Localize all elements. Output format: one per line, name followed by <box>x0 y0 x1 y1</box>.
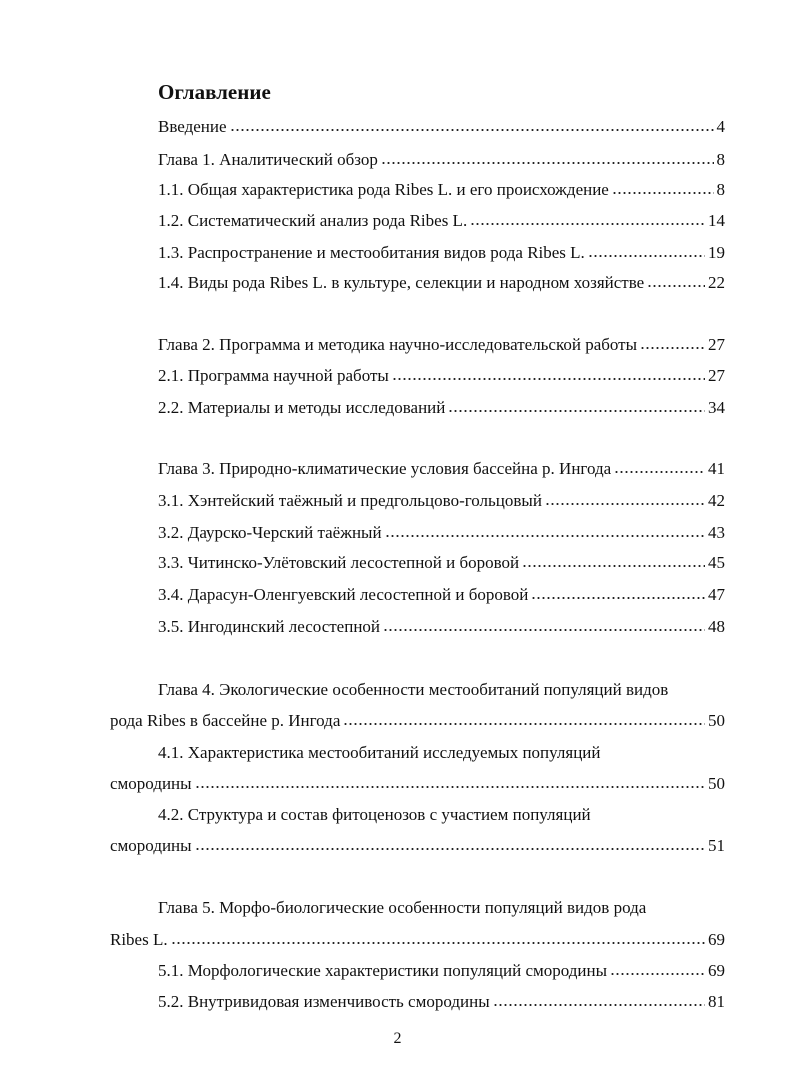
dot-leader <box>612 181 714 195</box>
toc-entry[interactable] <box>110 835 725 857</box>
toc-entry[interactable] <box>158 179 725 201</box>
toc-entry[interactable] <box>158 458 725 480</box>
toc-entry-label: 1.1. Общая характеристика рода Ribes L. и его происхождение <box>158 180 609 199</box>
toc-entry-label: Глава 5. Морфо-биологические особенности популяций видов рода <box>158 898 647 917</box>
toc-entry-label: 4.1. Характеристика местообитаний исследуемых популяций <box>158 743 601 762</box>
toc-entry[interactable] <box>158 991 725 1013</box>
dot-leader <box>195 837 705 851</box>
toc-entry-label: Глава 1. Аналитический обзор <box>158 150 378 169</box>
toc-entry-page: 27 <box>708 366 725 385</box>
toc-entry-page: 27 <box>708 335 725 354</box>
toc-entry-label: 3.4. Дарасун-Оленгуевский лесостепной и боровой <box>158 585 529 604</box>
toc-entry[interactable] <box>158 210 725 232</box>
dot-leader <box>392 367 705 381</box>
dot-leader <box>171 931 705 945</box>
dot-leader <box>343 712 705 726</box>
toc-entry[interactable] <box>158 584 725 606</box>
toc-entry[interactable] <box>158 116 725 138</box>
toc-entry-label: 3.1. Хэнтейский таёжный и предгольцово-гольцовый <box>158 491 542 510</box>
toc-entry-page: 45 <box>708 553 725 572</box>
dot-leader <box>522 554 705 568</box>
dot-leader <box>381 151 714 165</box>
toc-entry[interactable] <box>158 552 725 574</box>
toc-entry-label: 3.2. Даурско-Черский таёжный <box>158 523 382 542</box>
dot-leader <box>230 118 714 132</box>
toc-entry-page: 34 <box>708 398 725 417</box>
toc-entry-page: 42 <box>708 491 725 510</box>
toc-entry-page: 81 <box>708 992 725 1011</box>
toc-entry-label: Глава 4. Экологические особенности местообитаний популяций видов <box>158 680 669 699</box>
toc-entry-page: 14 <box>708 211 725 230</box>
toc-entry[interactable] <box>110 710 725 732</box>
toc-entry-page: 8 <box>716 150 725 169</box>
toc-entry-label: 2.1. Программа научной работы <box>158 366 389 385</box>
toc-entry-page: 43 <box>708 523 725 542</box>
toc-entry-page: 8 <box>716 180 725 199</box>
toc-entry[interactable] <box>110 929 725 951</box>
toc-entry[interactable] <box>158 522 725 544</box>
toc-entry[interactable] <box>158 742 725 764</box>
toc-entry-label: 1.4. Виды рода Ribes L. в культуре, селекции и народном хозяйстве <box>158 273 645 292</box>
dot-leader <box>640 336 705 350</box>
toc-entry[interactable] <box>158 616 725 638</box>
toc-entry[interactable] <box>158 272 725 294</box>
toc-entry-label: 5.1. Морфологические характеристики популяций смородины <box>158 961 608 980</box>
toc-entry-label-continued: смородины <box>110 774 192 793</box>
dot-leader <box>588 244 705 258</box>
toc-entry-label: 3.5. Ингодинский лесостепной <box>158 617 381 636</box>
toc-entry-label: 2.2. Материалы и методы исследований <box>158 398 446 417</box>
toc-entry[interactable] <box>158 960 725 982</box>
toc-entry[interactable] <box>158 490 725 512</box>
toc-entry[interactable] <box>158 679 725 701</box>
toc-entry[interactable] <box>158 397 725 419</box>
toc-entry[interactable] <box>158 365 725 387</box>
toc-entry[interactable] <box>158 149 725 171</box>
toc-entry[interactable] <box>158 242 725 264</box>
toc-entry-page: 69 <box>708 930 725 949</box>
dot-leader <box>385 524 705 538</box>
page-number: 2 <box>393 1030 402 1047</box>
toc-entry-page: 41 <box>708 459 725 478</box>
toc-entry[interactable] <box>110 773 725 795</box>
toc-entry-page: 47 <box>708 585 725 604</box>
toc-entry-page: 48 <box>708 617 725 636</box>
dot-leader <box>614 460 705 474</box>
toc-entry-page: 22 <box>708 273 725 292</box>
toc-entry-label-continued: Ribes L. <box>110 930 168 949</box>
dot-leader <box>470 212 705 226</box>
toc-entry[interactable] <box>158 897 725 919</box>
toc-entry-label: Глава 3. Природно-климатические условия бассейна р. Ингода <box>158 459 612 478</box>
toc-entry-label-continued: смородины <box>110 836 192 855</box>
dot-leader <box>531 586 705 600</box>
toc-entry[interactable] <box>158 804 725 826</box>
toc-entry-page: 69 <box>708 961 725 980</box>
toc-entry-page: 19 <box>708 243 725 262</box>
dot-leader <box>383 618 705 632</box>
toc-title: Оглавление <box>158 80 271 104</box>
dot-leader <box>195 775 705 789</box>
toc-entry-page: 50 <box>708 774 725 793</box>
toc-entry-label: Глава 2. Программа и методика научно-исследовательской работы <box>158 335 638 354</box>
toc-entry-page: 4 <box>716 117 725 136</box>
toc-entry-label: 3.3. Читинско-Улётовский лесостепной и боровой <box>158 553 520 572</box>
dot-leader <box>493 993 705 1007</box>
toc-entry-label: 5.2. Внутривидовая изменчивость смородины <box>158 992 490 1011</box>
dot-leader <box>647 274 705 288</box>
toc-entry-label: 4.2. Структура и состав фитоценозов с участием популяций <box>158 805 591 824</box>
dot-leader <box>545 492 705 506</box>
toc-entry-label: Введение <box>158 117 227 136</box>
toc-entry[interactable] <box>158 334 725 356</box>
dot-leader <box>610 962 705 976</box>
toc-entry-label-continued: рода Ribes в бассейне р. Ингода <box>110 711 341 730</box>
toc-entry-label: 1.3. Распространение и местообитания видов рода Ribes L. <box>158 243 585 262</box>
toc-entry-page: 50 <box>708 711 725 730</box>
toc-entry-page: 51 <box>708 836 725 855</box>
dot-leader <box>448 399 705 413</box>
toc-entry-label: 1.2. Систематический анализ рода Ribes L. <box>158 211 468 230</box>
